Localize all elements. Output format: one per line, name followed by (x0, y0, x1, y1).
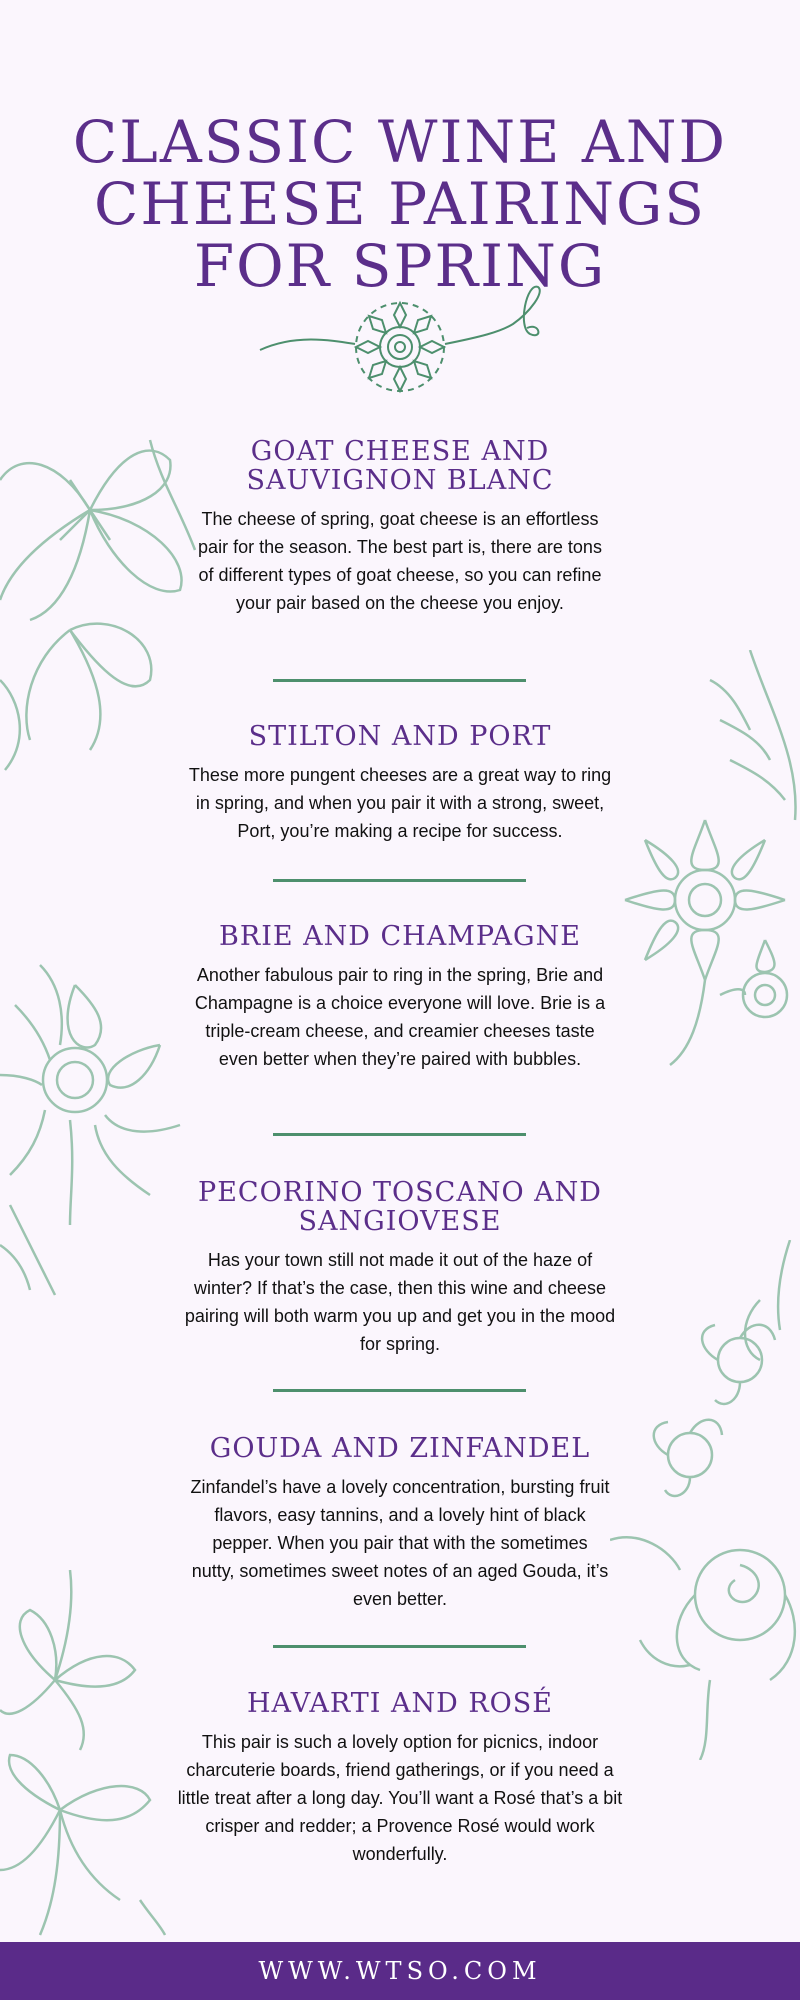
section-heading-line: GOAT CHEESE AND (250, 436, 550, 467)
footer-url-link[interactable]: WWW.WTSO.COM (258, 1957, 542, 1985)
section-body: These more pungent cheeses are a great way to ring in spring, and when you pair it with a strong, sweet, Port, you’re making a recipe for success. (188, 765, 612, 841)
sunflower-floral-icon (600, 650, 800, 1070)
section-divider (273, 1133, 526, 1136)
section-heading-line: SAUVIGNON BLANC (246, 465, 554, 496)
pairing-section (170, 437, 630, 617)
peony-floral-icon (0, 945, 190, 1300)
section-divider (273, 679, 526, 682)
title-line: CHEESE PAIRINGS (93, 169, 707, 238)
section-heading-line: PECORINO TOSCANO AND (198, 1177, 602, 1208)
section-body: Zinfandel’s have a lovely concentration, bursting fruit flavors, easy tannins, and a lovely hint of black pepper. When you pair that with the sometimes nutty, sometimes sweet notes of an aged Gouda, it’s even better. (190, 1477, 610, 1609)
footer-bar (0, 1942, 800, 2000)
section-heading-line: BRIE AND CHAMPAGNE (219, 921, 581, 952)
section-heading (170, 1434, 630, 1463)
pairing-section (170, 1178, 630, 1358)
section-heading (170, 1689, 630, 1718)
lily-floral-icon (0, 1570, 170, 1940)
pairing-section (170, 1689, 630, 1868)
sunflower-flourish-icon (255, 282, 545, 402)
section-divider (273, 1645, 526, 1648)
section-heading-line: HAVARTI AND ROSÉ (247, 1688, 553, 1719)
section-body: This pair is such a lovely option for picnics, indoor charcuterie boards, friend gatherings, or if you need a little treat after a long day. You’ll want a Rosé that’s a bit crisper and redder; a Provence Rosé would work wonderfully. (177, 1732, 623, 1864)
pairing-section (170, 1434, 630, 1613)
section-heading (170, 922, 630, 951)
section-body: Has your town still not made it out of the haze of winter? If that’s the case, then this wine and cheese pairing will both warm you up and get you in the mood for spring. (184, 1250, 616, 1354)
section-divider (273, 1389, 526, 1392)
section-heading (170, 1178, 630, 1236)
section-heading (170, 437, 630, 495)
section-heading-line: STILTON AND PORT (248, 721, 552, 752)
section-heading-line: SANGIOVESE (298, 1206, 502, 1237)
title-line: FOR SPRING (193, 231, 607, 300)
page-title (40, 107, 760, 300)
section-heading (170, 722, 630, 751)
pairing-section (170, 722, 630, 845)
title-line: CLASSIC WINE AND (72, 107, 728, 176)
section-divider (273, 879, 526, 882)
section-heading-line: GOUDA AND ZINFANDEL (209, 1433, 591, 1464)
section-body: Another fabulous pair to ring in the spring, Brie and Champagne is a choice everyone will love. Brie is a triple-cream cheese, and creamier cheeses taste even better when they’re paired with bubbles. (194, 965, 606, 1069)
rose-floral-icon (610, 1240, 800, 1760)
pairing-section (170, 922, 630, 1073)
section-body: The cheese of spring, goat cheese is an effortless pair for the season. The best part is, there are tons of different types of goat cheese, so you can refine your pair based on the cheese you enjoy. (198, 509, 602, 613)
